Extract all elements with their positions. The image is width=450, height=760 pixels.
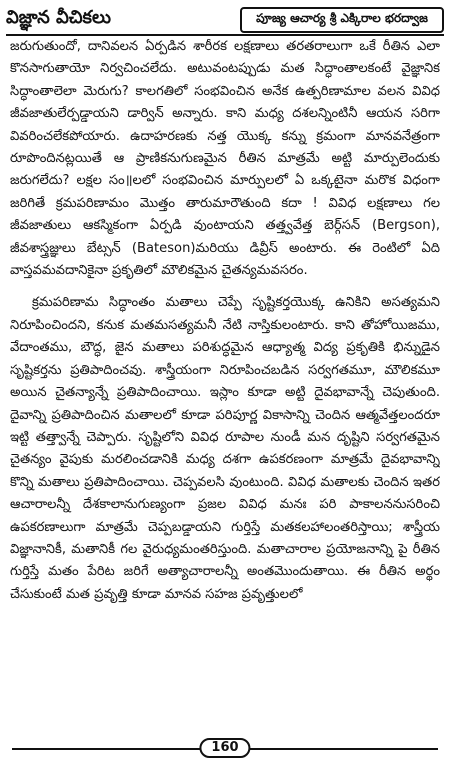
page-number: 160 [199,738,250,758]
paragraph-1: జరుగుతుందో, దానివలన ఏర్పడిన శారీరక లక్షణాలు తరతరాలుగా ఒకే రీతిన ఎలా కొనసాగుతాయో నిర్వచించలేదు. అటువంటప్పుడు మత సిద్ధాంతాలకంటే వైజ్ఞానిక సిద్ధాంతాలెలా మెరుగు? కాలగతిలో సంభవించిన అనేక ఉత్పరిణామాల వలన వివిధ జీవజాతులేర్పడ్డాయని డార్విన్ అన్నారు. కాని మధ్య దశలన్నింటినీ ఆయన సరిగా వివరించలేకపోయారు. ఉదాహరణకు నత్త యొక్క కన్ను క్రమంగా మానవనేత్రంగా రూపొందినట్లయితే ఆ ప్రాణికనుగుణమైన రీతిన మాత్రమే అట్టి మార్పులెందుకు జరుగలేదు? లక్షల సం॥లలో సంభవించిన మార్పులలో ఏ ఒక్కటైనా మరొక విధంగా జరిగితే క్రమపరిణామం మొత్తం తారుమారౌతుంది కదా ! వివిధ లక్షణాలు గల జీవజాతులు ఆకస్మికంగా ఏర్పడి వుంటాయని తత్త్వవేత్త బెర్గ్‌సన్ (Bergson), జీవశాస్త్రజ్ఞులు బేట్సన్ (Bateson)మరియు డివ్రీస్ అంటారు. ఈ రెంటిలో ఏది వాస్తవమవదానికైనా ప్రకృతిలో మౌలికమైన చైతన్యమవసరం. [10,39,440,279]
page-body [10,36,440,706]
book-title: విజ్ఞాన వీచికలు [6,7,111,28]
page-footer [0,738,450,758]
paragraph-2: క్రమపరిణామ సిద్ధాంతం మతాలు చెప్పే సృష్టికర్తయొక్క ఉనికిని అసత్యమని నిరూపించిందని, కనుక మతమసత్యమనీ నేటి నాస్తికులంటారు. కాని తోహోయిజము, వేదాంతము, బౌద్ధ, జైన మతాలు పరిశుద్ధమైన ఆధ్యాత్మ విద్య ప్రకృతికి భిన్నుడైన సృష్టికర్తను ప్రతిపాదించవు. శాస్త్రీయంగా నిరూపించబడిన సర్వగతమూ, మౌలికమూ అయిన చైతన్యాన్నే ప్రతిపాదించాయి. ఇస్లాం కూడా అట్టి దైవభావాన్నే చెపుతుంది. దైవాన్ని ప్రతిపాదించిన మతాలలో కూడా పరిపూర్ణ వికాసాన్ని చెందిన ఆత్మవేత్తలందరూ ఇట్టి తత్త్వాన్నే చెప్పారు. సృష్టిలోని వివిధ రూపాల నుండీ మన దృష్టిని సర్వగతమైన చైతన్యం వైపుకు మరలించడానికి మధ్య దశగా ఉపకరణంగా మాత్రమే దైవభావాన్ని కొన్ని మతాలు ప్రతిపాదించాయి. చెప్పవలసి వుంటుంది. వివిధ మతాలకు చెందిన ఇతర ఆచారాలన్నీ దేశకాలానుగుణ్యంగా ప్రజల వివిధ మనః పరి పాకాలననుసరించి ఉపకరణాలుగా మాత్రమే చెప్పబడ్డాయని గుర్తిస్తే మతకలహాలంతరిస్తాయి; శాస్త్రీయ విజ్ఞానానికీ, మతానికీ గల వైరుధ్యమంతరిస్తుంది. మతాచారాల ప్రయోజనాన్ని పై రీతిన గుర్తిస్తే మతం పేరిట జరిగే అత్యాచారాలన్నీ అంతమొందుతాయి. ఈ రీతిన అర్థం చేసుకుంటే మత ప్రవృత్తి కూడా మానవ సహజ ప్రవృత్తులలో [10,295,440,602]
author-name: పూజ్య ఆచార్య శ్రీ ఎక్కిరాల భరద్వాజ [240,7,444,33]
running-header [6,4,444,32]
